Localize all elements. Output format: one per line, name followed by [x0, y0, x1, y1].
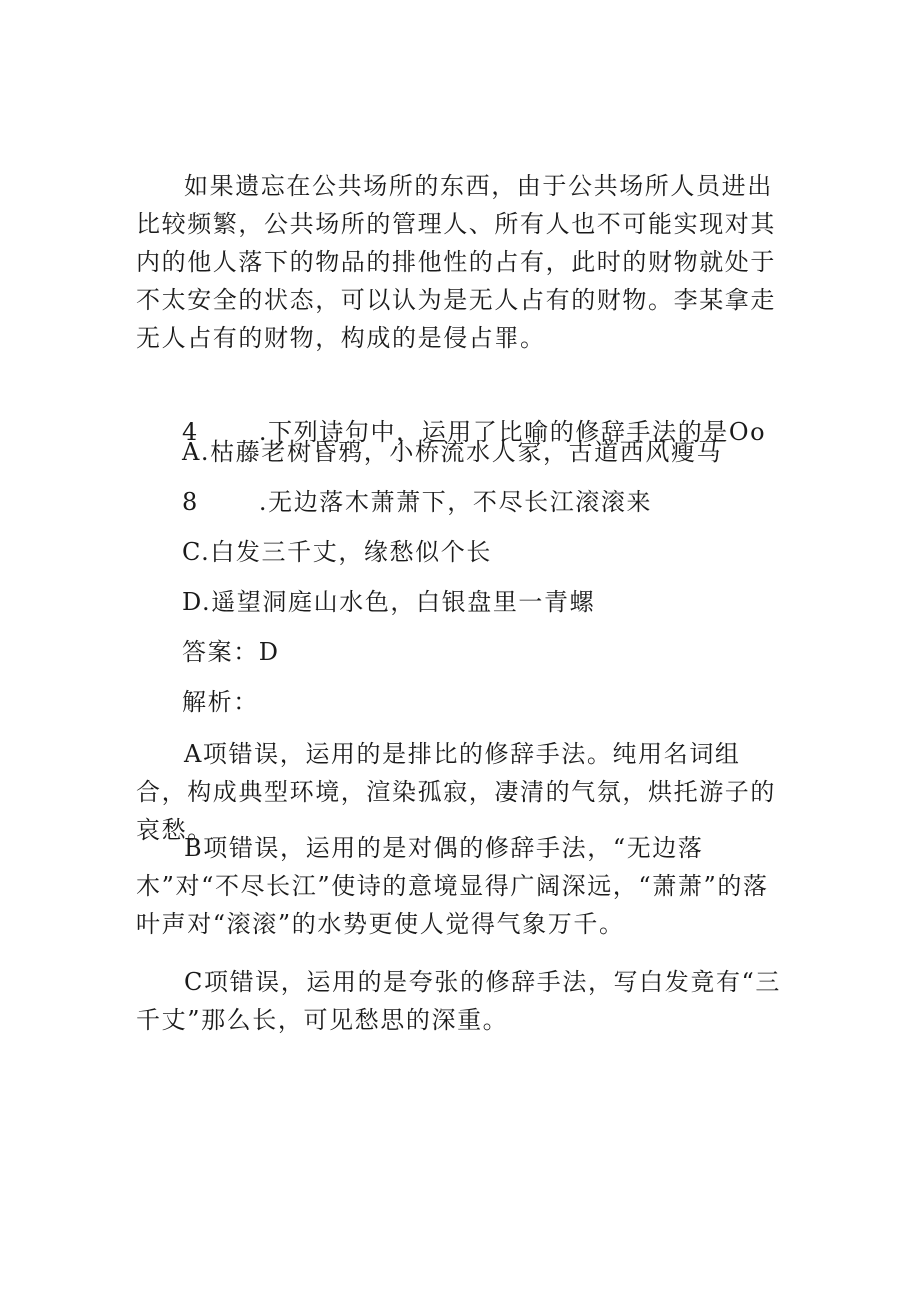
- option-b-text: .无边落木萧萧下，不尽长江滚滚来: [258, 488, 653, 516]
- intro-paragraph: 如果遗忘在公共场所的东西，由于公共场所人员进出比较频繁，公共场所的管理人、所有人也不可能实现对其内的他人落下的物品的排他性的占有，此时的财物就处于不太安全的状态，可以认为是无人占有的财物。李某拿走无人占有的财物，构成的是侵占罪。: [136, 172, 776, 352]
- option-a: A.枯藤老树昏鸦，小桥流水人家，古道西风瘦马: [182, 438, 723, 466]
- question-number: 4: [182, 418, 199, 446]
- option-c: C.白发三千丈，缘愁似个长: [182, 538, 492, 566]
- option-d: D.遥望洞庭山水色，白银盘里一青螺: [182, 588, 596, 616]
- option-b: [182, 483, 652, 521]
- option-b-number: 8: [182, 488, 199, 516]
- analysis-label: 解析：: [182, 688, 259, 716]
- question-text: .下列诗句中，运用了比喻的修辞手法的是Oo: [258, 418, 767, 446]
- answer-line: 答案：D: [182, 638, 280, 666]
- analysis-c: C项错误，运用的是夸张的修辞手法，写白发竟有“三千丈”那么长，可见愁思的深重。: [136, 968, 782, 1034]
- analysis-b: B项错误，运用的是对偶的修辞手法，“无边落木”对“不尽长江”使诗的意境显得广阔深远，“萧萧”的落叶声对“滚滚”的水势更使人觉得气象万千。: [136, 834, 769, 938]
- analysis-a: A项错误，运用的是排比的修辞手法。纯用名词组合，构成典型环境，渲染孤寂，凄清的气氛，烘托游子的哀愁。: [136, 740, 776, 844]
